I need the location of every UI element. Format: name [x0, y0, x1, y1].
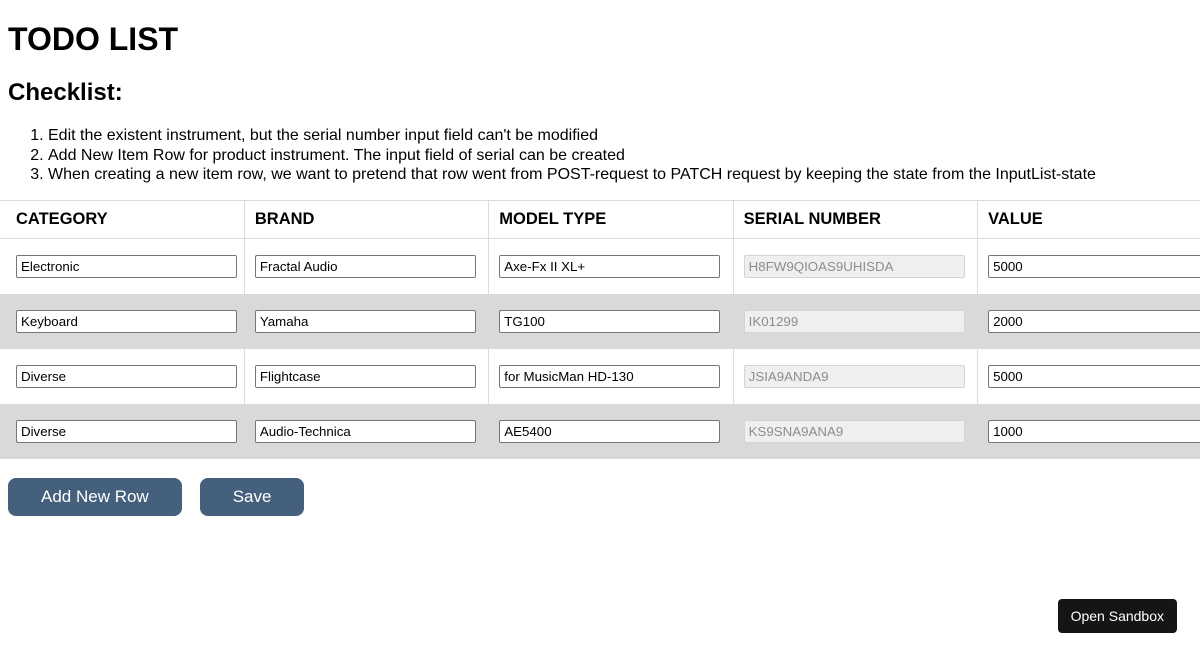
save-button[interactable]: Save [200, 478, 305, 516]
value-input[interactable] [988, 420, 1200, 443]
table-row [0, 294, 1200, 349]
column-header-serial-number: SERIAL NUMBER [733, 200, 977, 238]
table-header-row [0, 200, 1200, 238]
brand-input[interactable] [255, 255, 476, 278]
category-input[interactable] [16, 420, 237, 443]
checklist [8, 126, 1192, 184]
column-header-model-type: MODEL TYPE [489, 200, 733, 238]
table-row [0, 349, 1200, 404]
category-input[interactable] [16, 255, 237, 278]
model-type-input[interactable] [499, 420, 720, 443]
table-header [0, 200, 1200, 238]
brand-input[interactable] [255, 310, 476, 333]
instruments-table [0, 200, 1200, 459]
column-header-category: CATEGORY [16, 209, 108, 228]
intro-section [0, 21, 1200, 184]
brand-input[interactable] [255, 365, 476, 388]
checklist-item-3: 3. When creating a new item row, we want to pretend that row went from POST-request to PATCH request by keeping the state from the InputList-state [48, 165, 1192, 184]
serial-number-input [744, 420, 965, 443]
checklist-heading: Checklist: [8, 78, 123, 106]
checklist-item-2: 2. Add New Item Row for product instrument. The input field of serial can be created [48, 146, 1192, 165]
value-input[interactable] [988, 365, 1200, 388]
checklist-item-1: 1. Edit the existent instrument, but the serial number input field can't be modified [48, 126, 1192, 145]
serial-number-input [744, 365, 965, 388]
value-input[interactable] [988, 310, 1200, 333]
actions-bar [8, 478, 1192, 516]
add-new-row-button[interactable]: Add New Row [8, 478, 182, 516]
brand-input[interactable] [255, 420, 476, 443]
column-header-brand: BRAND [244, 200, 488, 238]
table-row [0, 238, 1200, 294]
page-title: TODO LIST [8, 21, 179, 57]
value-input[interactable] [988, 255, 1200, 278]
category-input[interactable] [16, 310, 237, 333]
serial-number-input [744, 255, 965, 278]
column-header-value: VALUE [978, 200, 1200, 238]
model-type-input[interactable] [499, 310, 720, 333]
model-type-input[interactable] [499, 255, 720, 278]
model-type-input[interactable] [499, 365, 720, 388]
table-row [0, 404, 1200, 459]
serial-number-input [744, 310, 965, 333]
category-input[interactable] [16, 365, 237, 388]
open-sandbox-button[interactable]: Open Sandbox [1058, 599, 1177, 633]
